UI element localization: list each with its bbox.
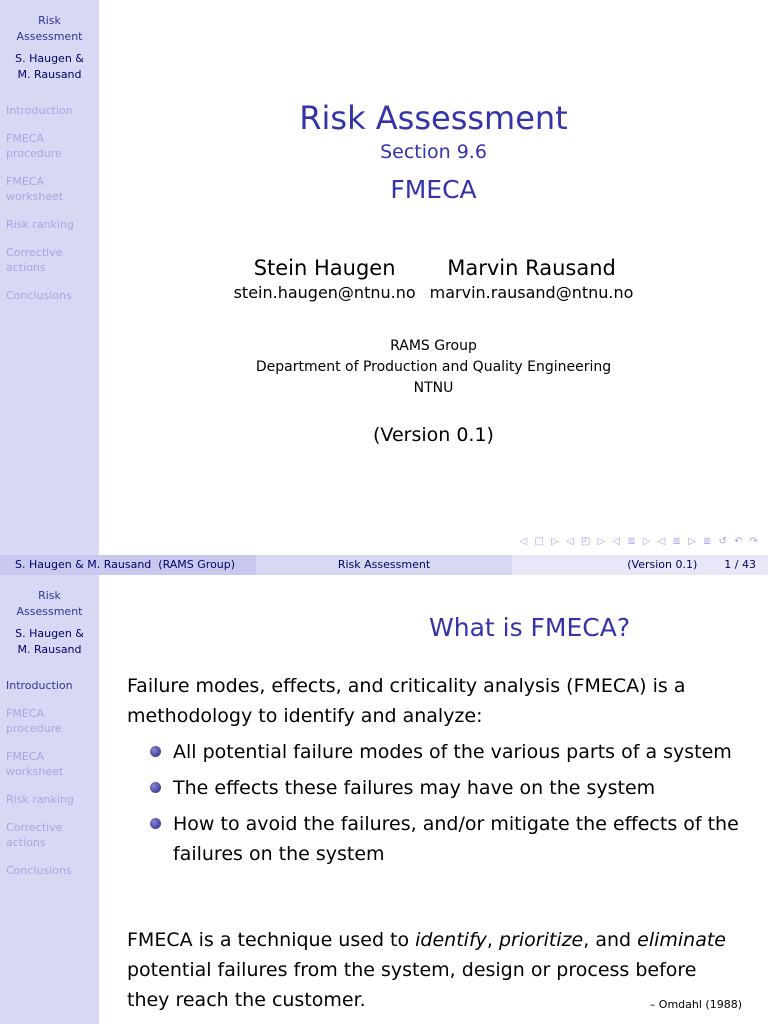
sidebar-item-corrective-actions[interactable]: Corrective actions xyxy=(6,246,63,274)
author-email: marvin.rausand@ntnu.no xyxy=(429,283,634,302)
section-number: Section 9.6 xyxy=(380,141,487,163)
bullet-icon xyxy=(150,782,161,793)
intro-paragraph: Failure modes, effects, and criticality analysis (FMECA) is a methodology to identify and analyze: xyxy=(127,675,686,727)
sidebar-item-conclusions[interactable]: Conclusions xyxy=(6,864,72,877)
institute-university: NTNU xyxy=(413,380,454,396)
author-rausand xyxy=(430,254,634,304)
bullet-icon xyxy=(150,746,161,757)
sidebar-item-fmeca-worksheet[interactable]: FMECA worksheet xyxy=(6,750,64,778)
author-email: stein.haugen@ntnu.no xyxy=(233,283,416,302)
author-name: Stein Haugen xyxy=(253,256,396,280)
sidebar xyxy=(0,0,99,555)
footer xyxy=(0,555,768,575)
sidebar-item-fmeca-procedure[interactable]: FMECA procedure xyxy=(6,132,62,160)
sidebar-item-conclusions[interactable]: Conclusions xyxy=(6,289,72,302)
footer-title: Risk Assessment xyxy=(256,555,512,575)
list-item: All potential failure modes of the various parts of a system xyxy=(127,737,747,767)
sidebar-item-fmeca-procedure[interactable]: FMECA procedure xyxy=(6,707,62,735)
footer-authors: S. Haugen & M. Rausand (RAMS Group) xyxy=(0,555,256,575)
sidebar-item-corrective-actions[interactable]: Corrective actions xyxy=(6,821,63,849)
beamer-navigation-icons[interactable]: ◁ □ ▷ ◁ ◰ ▷ ◁ ≣ ▷ ◁ ≣ ▷ ≣ ↺ ↶ ↷ xyxy=(519,536,760,547)
presentation-title: Risk Assessment xyxy=(299,99,568,137)
list-item: How to avoid the failures, and/or mitigate the effects of the failures on the system xyxy=(127,809,747,869)
institute-block xyxy=(99,336,768,399)
sidebar-title[interactable]: Risk Assessment xyxy=(16,589,83,618)
bullet-icon xyxy=(150,818,161,829)
footer-version: (Version 0.1) xyxy=(627,558,698,571)
author-haugen xyxy=(234,254,416,304)
sidebar-nav xyxy=(0,103,99,303)
list-item: The effects these failures may have on the system xyxy=(127,773,747,803)
presentation-subtitle: FMECA xyxy=(390,175,477,204)
institute-group: RAMS Group xyxy=(390,338,477,354)
citation: – Omdahl (1988) xyxy=(649,998,742,1011)
sidebar-item-introduction[interactable]: Introduction xyxy=(6,679,73,692)
title-slide-content xyxy=(99,0,768,575)
bullet-list xyxy=(127,737,747,875)
slide-content xyxy=(99,575,768,1024)
authors-block xyxy=(99,254,768,304)
sidebar-nav xyxy=(0,678,99,878)
version-label: (Version 0.1) xyxy=(373,424,494,446)
definition-paragraph: FMECA is a technique used to identify, prioritize, and eliminate potential failures from the system, design or process before they reach the customer. xyxy=(127,929,726,1011)
sidebar-title[interactable]: Risk Assessment xyxy=(16,14,83,43)
institute-department: Department of Production and Quality Engineering xyxy=(255,359,612,375)
sidebar xyxy=(0,575,99,1024)
frame-title: What is FMECA? xyxy=(429,613,631,642)
author-name: Marvin Rausand xyxy=(447,256,616,280)
what-is-fmeca-slide xyxy=(0,575,768,1024)
footer-info xyxy=(512,555,768,575)
sidebar-authors[interactable]: S. Haugen & M. Rausand xyxy=(15,627,84,656)
sidebar-item-risk-ranking[interactable]: Risk ranking xyxy=(6,218,74,231)
sidebar-item-introduction[interactable]: Introduction xyxy=(6,104,73,117)
footer-page-number: 1 / 43 xyxy=(724,558,756,571)
sidebar-item-fmeca-worksheet[interactable]: FMECA worksheet xyxy=(6,175,64,203)
sidebar-authors[interactable]: S. Haugen & M. Rausand xyxy=(15,52,84,81)
sidebar-item-risk-ranking[interactable]: Risk ranking xyxy=(6,793,74,806)
